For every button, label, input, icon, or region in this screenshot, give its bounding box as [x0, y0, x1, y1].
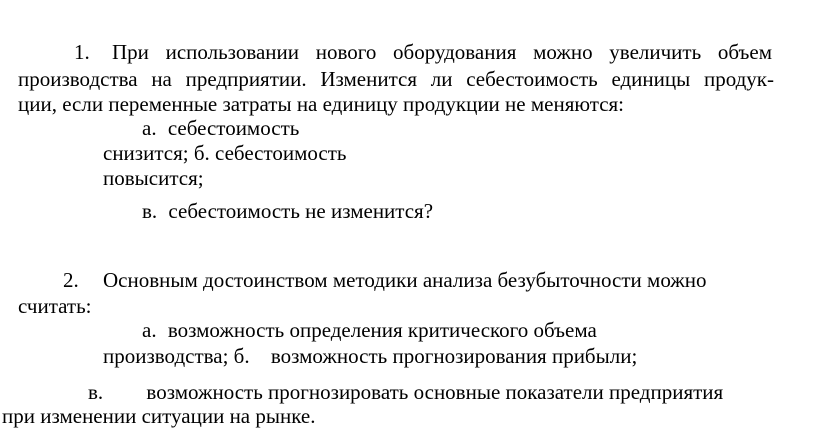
question-2-option-a-continued	[103, 344, 637, 368]
option-marker: в.	[142, 199, 158, 223]
question-2-line-2: считать:	[18, 294, 92, 318]
option-marker: а.	[142, 318, 157, 342]
option-text: возможность прогнозирования прибыли;	[270, 344, 638, 368]
question-1-line-2: производства на предприятии. Изменится ли себестоимость единицы продук-	[18, 67, 774, 91]
option-text: возможность определения критического объема	[167, 318, 597, 342]
option-marker: в.	[88, 380, 104, 404]
question-2-option-c	[88, 380, 723, 404]
question-1-number: 1.	[74, 40, 90, 64]
option-text: себестоимость	[167, 116, 300, 140]
option-text: возможность прогнозировать основные показатели предприятия	[146, 380, 724, 404]
question-1-option-a	[142, 116, 299, 140]
question-1-option-a-continued: снизится; б. себестоимость	[103, 141, 347, 165]
question-2-number: 2.	[63, 268, 79, 292]
question-1-line-1: При использовании нового оборудования можно увеличить объем	[112, 40, 772, 64]
option-text: производства; б.	[103, 344, 250, 368]
question-2-option-c-continued: при изменении ситуации на рынке.	[2, 404, 316, 428]
question-1-line-3: ции, если переменные затраты на единицу продукции не меняются:	[18, 92, 625, 116]
option-marker: а.	[142, 116, 157, 140]
question-2-line-1: Основным достоинством методики анализа безубыточности можно	[103, 268, 707, 292]
question-2-option-a	[142, 318, 597, 342]
question-1-option-b-continued: повысится;	[103, 166, 204, 190]
question-1-option-c	[142, 199, 433, 223]
option-text: себестоимость не изменится?	[168, 199, 434, 223]
